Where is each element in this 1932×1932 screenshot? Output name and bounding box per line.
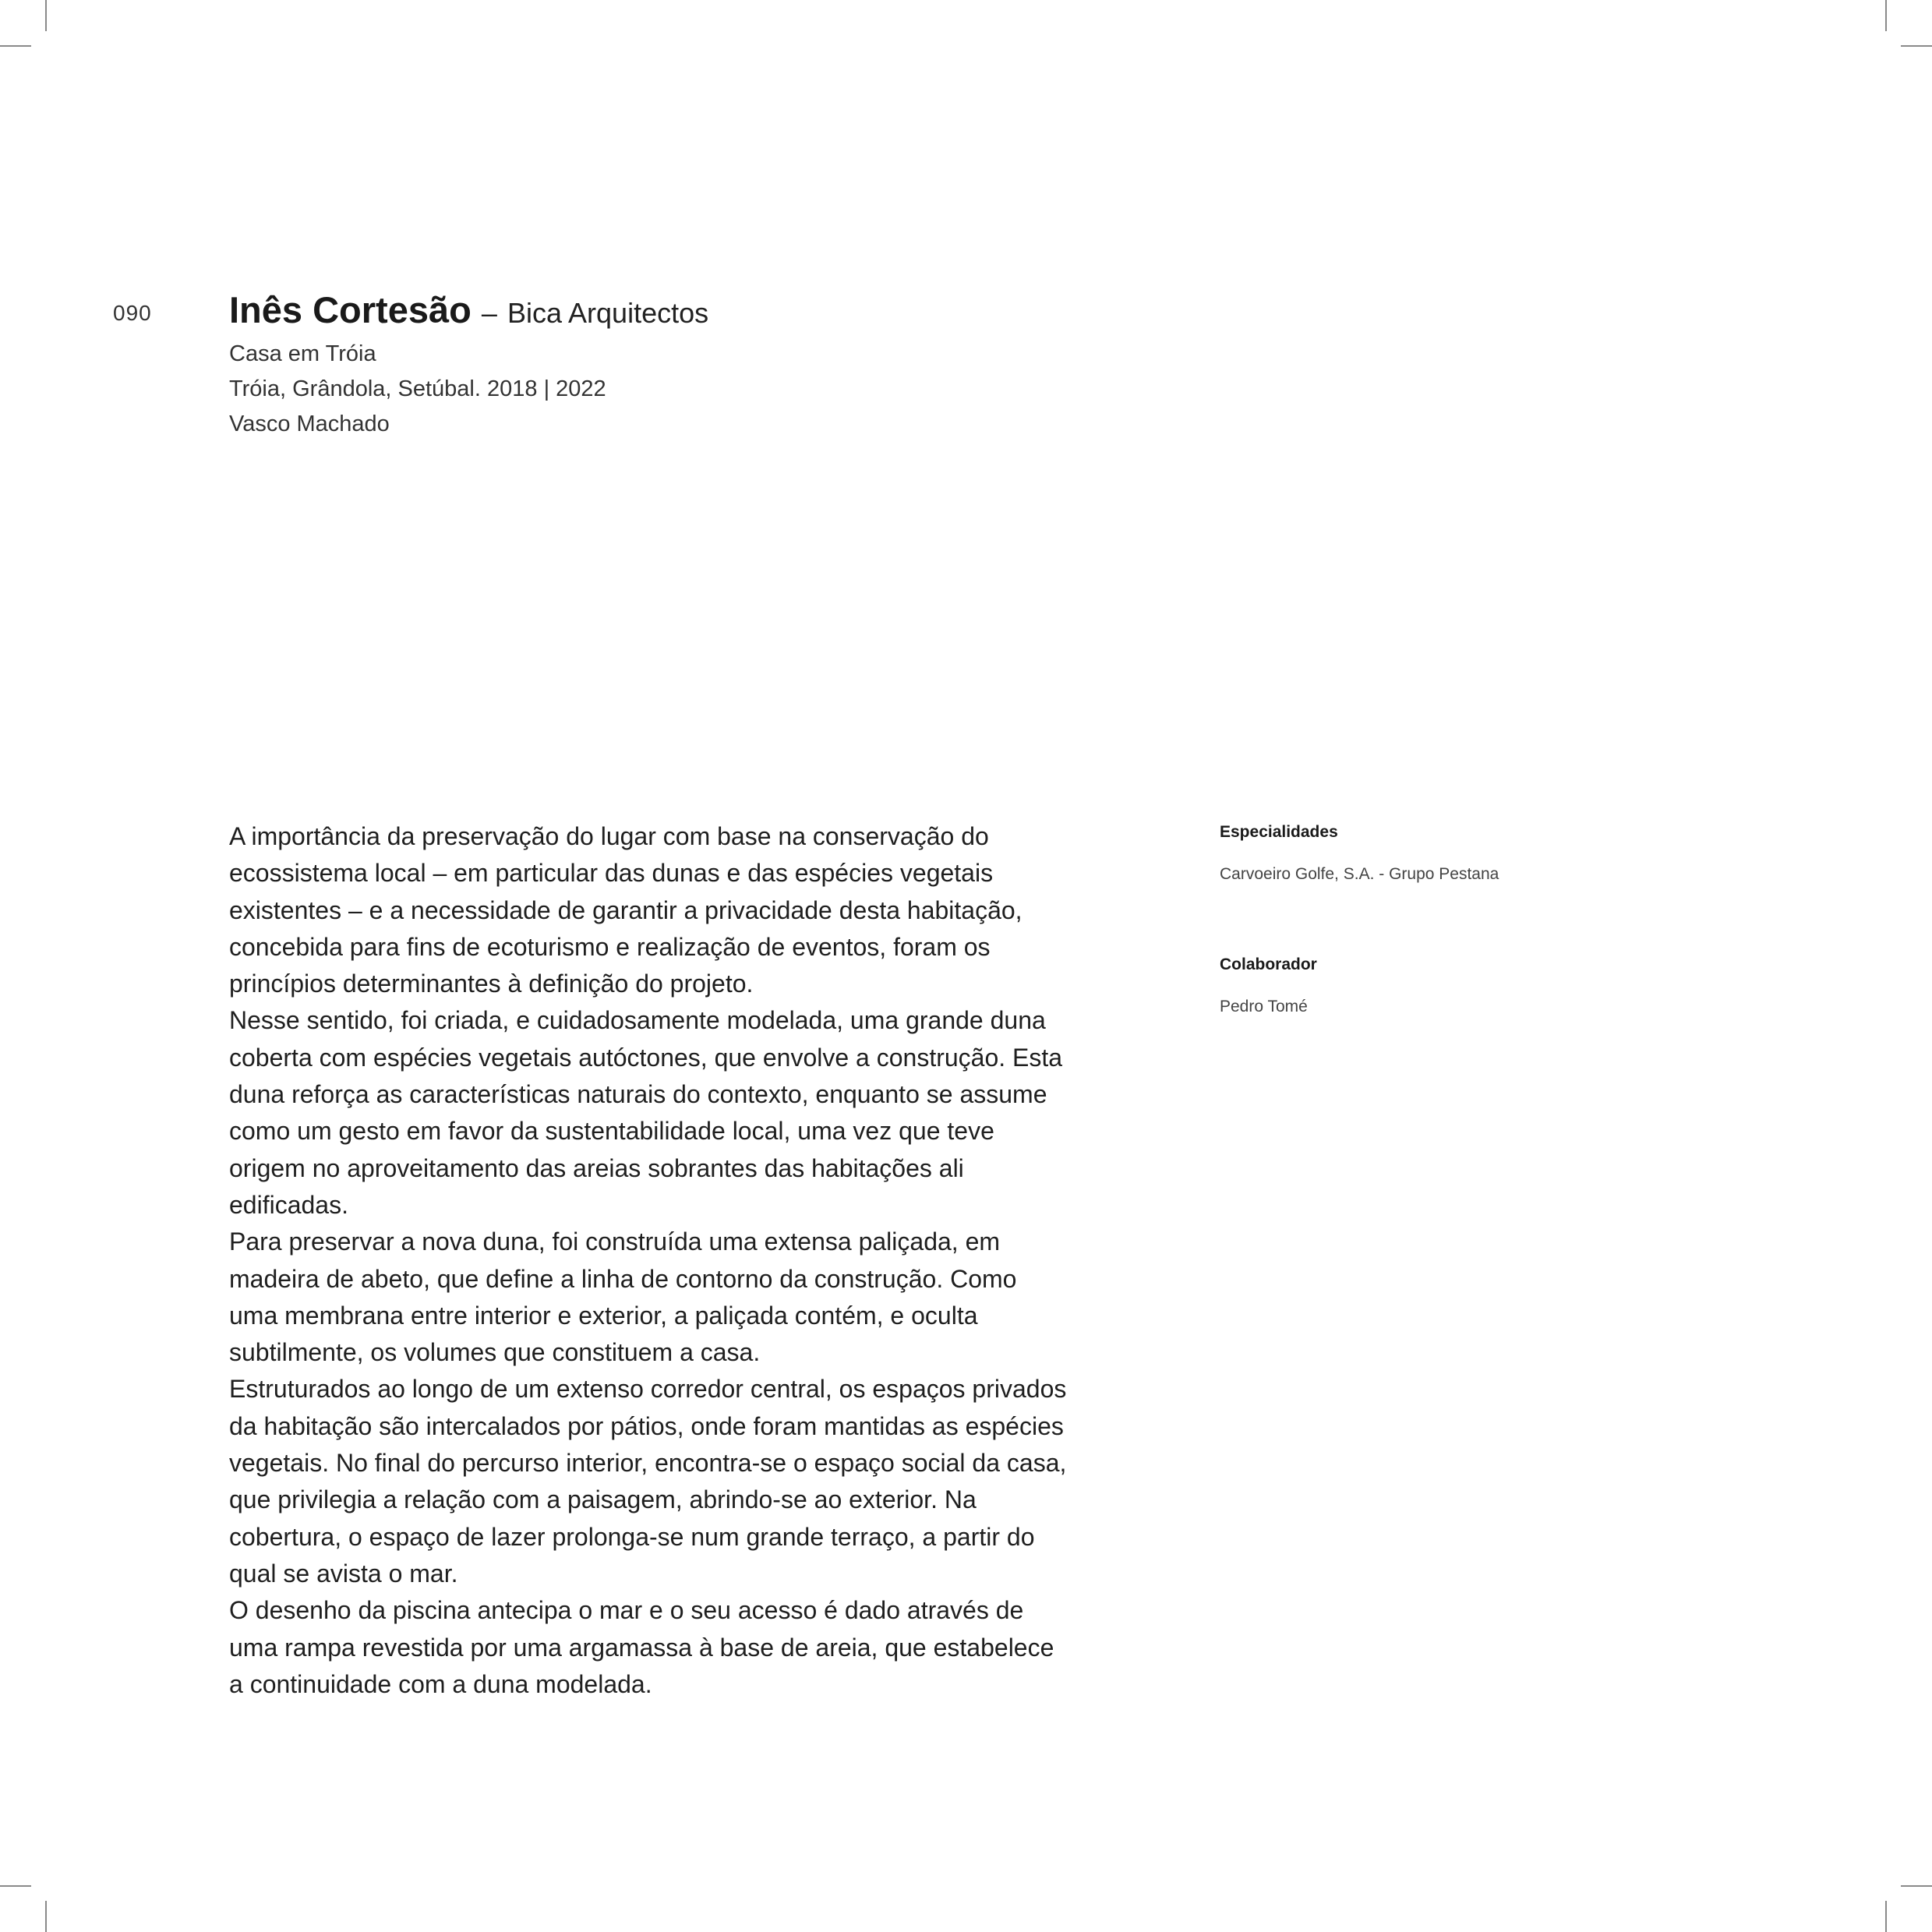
- specialties-label: Especialidades: [1220, 823, 1338, 841]
- description-paragraph: Estruturados ao longo de um extenso corredor central, os espaços privados da habitação são intercalados por pátios, onde foram mantidas as espécies vegetais. No final do percurso interior, encontra-se o espaço social da casa, que privilegia a relação com a paisagem, abrindo-se ao exterior. Na cobertura, o espaço de lazer prolonga-se num grande terraço, a partir do qual se avista o mar.: [229, 1375, 1067, 1588]
- specialties-group: [1220, 821, 1765, 886]
- collaborator-label: Colaborador: [1220, 955, 1317, 973]
- description-paragraph: Para preservar a nova duna, foi construída uma extensa paliçada, em madeira de abeto, que define a linha de contorno da construção. Como uma membrana entre interior e exterior, a paliçada contém, e oculta subtilmente, os volumes que constituem a casa.: [229, 1227, 1017, 1367]
- description-paragraph: A importância da preservação do lugar com base na conservação do ecossistema local – em particular das dunas e das espécies vegetais existentes – e a necessidade de garantir a privacidade desta habitação, concebida para fins de ecoturismo e realização de eventos, foram os princípios determinantes à definição do projeto.: [229, 822, 1023, 998]
- crop-mark-top-right-horizontal: [1901, 45, 1932, 47]
- project-name: Casa em Tróia: [229, 341, 376, 366]
- photographer-credit: Vasco Machado: [229, 411, 390, 436]
- studio-name: Bica Arquitectos: [507, 297, 709, 329]
- project-location-dates: Tróia, Grândola, Setúbal. 2018 | 2022: [229, 376, 606, 401]
- page-title: [229, 287, 1164, 337]
- crop-mark-bottom-left-horizontal: [0, 1885, 31, 1887]
- page-number: 090: [113, 301, 152, 325]
- description-paragraph: O desenho da piscina antecipa o mar e o seu acesso é dado através de uma rampa revestida por uma argamassa à base de areia, que estabelece a continuidade com a duna modelada.: [229, 1596, 1054, 1698]
- crop-mark-bottom-right-horizontal: [1901, 1885, 1932, 1887]
- crop-mark-bottom-right-vertical: [1885, 1901, 1887, 1932]
- description-paragraph: Nesse sentido, foi criada, e cuidadosamente modelada, uma grande duna coberta com espécies vegetais autóctones, que envolve a construção. Esta duna reforça as características naturais do contexto, enquanto se assume como um gesto em favor da sustentabilidade local, uma vez que teve origem no aproveitamento das areias sobrantes das habitações ali edificadas.: [229, 1006, 1063, 1219]
- title-dash: –: [481, 297, 497, 329]
- collaborator-group: [1220, 953, 1765, 1019]
- crop-mark-top-left-horizontal: [0, 45, 31, 47]
- crop-mark-bottom-left-vertical: [45, 1901, 47, 1932]
- crop-mark-top-right-vertical: [1885, 0, 1887, 31]
- crop-mark-top-left-vertical: [45, 0, 47, 31]
- author-name: Inês Cortesão: [229, 289, 472, 330]
- specialties-value: Carvoeiro Golfe, S.A. - Grupo Pestana: [1220, 865, 1499, 883]
- project-description: [229, 818, 1071, 1703]
- credits-sidebar: [1220, 821, 1765, 1019]
- collaborator-value: Pedro Tomé: [1220, 998, 1308, 1015]
- project-header: [229, 287, 1164, 442]
